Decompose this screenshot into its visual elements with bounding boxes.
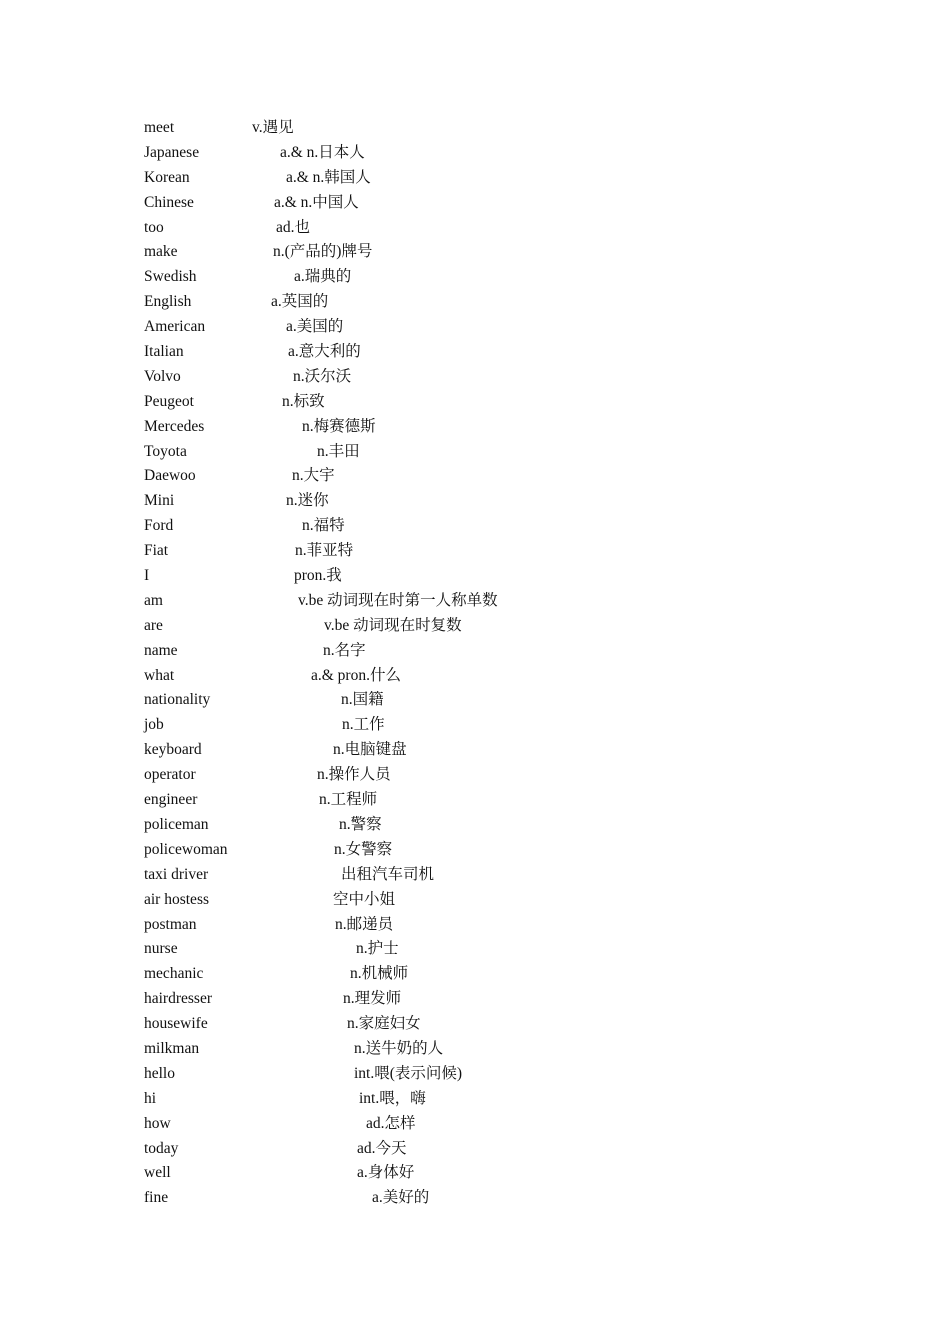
vocab-definition: n.送牛奶的人 xyxy=(354,1039,444,1057)
vocab-word: Ford xyxy=(144,517,174,535)
vocab-word: American xyxy=(144,318,206,336)
vocab-definition: v.遇见 xyxy=(252,119,294,136)
vocab-entry xyxy=(144,1186,844,1211)
vocab-entry xyxy=(144,1012,844,1037)
vocab-word: English xyxy=(144,293,192,311)
vocab-entry xyxy=(144,290,844,315)
vocab-entry xyxy=(144,340,844,365)
vocab-word: what xyxy=(144,666,175,684)
vocab-entry xyxy=(144,738,844,763)
vocab-definition: n.迷你 xyxy=(286,492,329,510)
vocab-definition: n.大宇 xyxy=(292,467,335,485)
vocab-entry xyxy=(144,913,844,938)
vocab-word: policewoman xyxy=(144,840,228,858)
vocab-entry xyxy=(144,614,844,639)
vocab-entry xyxy=(144,813,844,838)
vocab-entry xyxy=(144,788,844,813)
vocab-word: fine xyxy=(144,1189,169,1207)
vocab-entry xyxy=(144,838,844,863)
vocab-entry xyxy=(144,962,844,987)
vocab-definition: n.警察 xyxy=(339,815,382,833)
vocab-definition: n.丰田 xyxy=(317,442,360,460)
vocab-entry xyxy=(144,888,844,913)
vocab-definition: n.标致 xyxy=(282,392,325,410)
vocab-entry xyxy=(144,415,844,440)
vocab-word: Toyota xyxy=(144,442,187,460)
vocab-entry xyxy=(144,440,844,465)
vocab-definition: 出租汽车司机 xyxy=(341,865,435,883)
vocab-definition: int.喂(表示问候) xyxy=(354,1064,463,1082)
vocab-entry xyxy=(144,191,844,216)
vocab-definition: n.女警察 xyxy=(334,840,393,858)
vocab-entry xyxy=(144,589,844,614)
vocab-definition: n.工程师 xyxy=(319,791,378,809)
vocab-word: Daewoo xyxy=(144,467,196,485)
vocab-entry xyxy=(144,216,844,241)
vocab-definition: n.工作 xyxy=(342,716,385,734)
vocab-definition: a.英国的 xyxy=(271,293,329,311)
vocab-definition: n.机械师 xyxy=(350,965,409,983)
vocab-definition: a.瑞典的 xyxy=(294,268,352,286)
vocab-word: today xyxy=(144,1139,179,1157)
vocab-entry xyxy=(144,1037,844,1062)
vocab-definition: n.理发师 xyxy=(343,990,402,1008)
vocab-word: Chinese xyxy=(144,193,194,211)
vocab-entry xyxy=(144,863,844,888)
vocab-entry xyxy=(144,166,844,191)
vocab-entry xyxy=(144,639,844,664)
vocab-entry xyxy=(144,688,844,713)
vocab-word: housewife xyxy=(144,1015,208,1033)
vocab-word: Korean xyxy=(144,168,190,186)
vocab-word: Peugeot xyxy=(144,392,194,410)
vocab-definition: a.& n.日本人 xyxy=(280,143,365,161)
vocab-word: hairdresser xyxy=(144,990,212,1008)
vocab-word: well xyxy=(144,1164,171,1182)
vocab-definition: a.意大利的 xyxy=(288,343,361,361)
vocab-word: meet xyxy=(144,119,175,136)
vocab-word: am xyxy=(144,591,163,609)
vocab-word: keyboard xyxy=(144,741,202,759)
vocab-word: Volvo xyxy=(144,367,181,385)
vocab-definition: n.名字 xyxy=(323,641,366,659)
vocab-word: air hostess xyxy=(144,890,210,908)
vocab-entry xyxy=(144,390,844,415)
vocab-word: Japanese xyxy=(144,143,200,161)
vocab-word: are xyxy=(144,616,163,634)
vocab-entry xyxy=(144,937,844,962)
vocab-word: Mercedes xyxy=(144,417,205,435)
vocab-word: name xyxy=(144,641,178,659)
vocab-definition: n.(产品的)牌号 xyxy=(273,243,373,261)
vocab-definition: n.菲亚特 xyxy=(295,542,354,560)
vocab-definition: n.操作人员 xyxy=(317,766,391,784)
vocab-entry xyxy=(144,116,844,141)
vocab-word: hello xyxy=(144,1064,175,1082)
vocab-word: job xyxy=(144,716,164,734)
vocab-definition: ad.今天 xyxy=(357,1139,407,1157)
vocab-definition: pron.我 xyxy=(294,567,342,585)
vocab-word: how xyxy=(144,1114,171,1132)
vocab-definition: a.美好的 xyxy=(372,1189,430,1207)
vocab-entry xyxy=(144,763,844,788)
vocab-word: Italian xyxy=(144,343,184,361)
vocab-definition: v.be 动词现在时复数 xyxy=(324,616,462,634)
vocab-word: postman xyxy=(144,915,197,933)
vocab-entry xyxy=(144,539,844,564)
vocab-word: I xyxy=(144,567,150,585)
vocab-definition: n.邮递员 xyxy=(335,915,394,933)
vocab-entry xyxy=(144,1112,844,1137)
vocab-entry xyxy=(144,141,844,166)
vocab-word: taxi driver xyxy=(144,865,209,883)
vocab-definition: a.身体好 xyxy=(357,1164,415,1182)
vocab-definition: n.沃尔沃 xyxy=(293,367,352,385)
vocab-definition: n.电脑键盘 xyxy=(333,741,407,759)
vocab-word: mechanic xyxy=(144,965,204,983)
vocab-word: make xyxy=(144,243,178,261)
vocab-definition: a.美国的 xyxy=(286,318,344,336)
vocab-word: Mini xyxy=(144,492,175,510)
vocab-entry xyxy=(144,489,844,514)
vocab-entry xyxy=(144,664,844,689)
vocab-definition: a.& n.韩国人 xyxy=(286,168,371,186)
vocabulary-list xyxy=(144,116,844,1211)
vocab-entry xyxy=(144,1087,844,1112)
vocab-entry xyxy=(144,240,844,265)
vocab-word: milkman xyxy=(144,1039,200,1057)
vocab-definition: ad.怎样 xyxy=(366,1114,416,1132)
vocab-entry xyxy=(144,265,844,290)
vocab-word: nurse xyxy=(144,940,178,958)
vocab-word: nationality xyxy=(144,691,211,709)
vocab-word: operator xyxy=(144,766,196,784)
vocab-entry xyxy=(144,564,844,589)
vocab-entry xyxy=(144,1062,844,1087)
vocab-entry xyxy=(144,365,844,390)
vocab-definition: a.& n.中国人 xyxy=(274,193,359,211)
vocab-entry xyxy=(144,464,844,489)
vocab-definition: v.be 动词现在时第一人称单数 xyxy=(298,591,498,609)
vocab-entry xyxy=(144,1161,844,1186)
vocab-definition: n.家庭妇女 xyxy=(347,1015,421,1033)
vocab-word: policeman xyxy=(144,815,209,833)
vocab-definition: ad.也 xyxy=(276,218,311,236)
vocab-definition: n.梅赛德斯 xyxy=(302,417,376,435)
vocab-entry xyxy=(144,315,844,340)
vocab-definition: int.喂，嗨 xyxy=(359,1089,426,1107)
vocab-word: engineer xyxy=(144,791,198,809)
vocab-definition: n.福特 xyxy=(302,517,345,535)
vocab-definition: n.国籍 xyxy=(341,691,384,709)
vocab-word: too xyxy=(144,218,164,236)
vocab-entry xyxy=(144,713,844,738)
vocab-word: Swedish xyxy=(144,268,197,286)
vocab-definition: a.& pron.什么 xyxy=(311,666,401,684)
vocab-entry xyxy=(144,514,844,539)
vocab-entry xyxy=(144,1137,844,1162)
vocab-definition: n.护士 xyxy=(356,940,399,958)
vocab-word: hi xyxy=(144,1089,157,1107)
vocab-definition: 空中小姐 xyxy=(333,890,396,908)
vocab-entry xyxy=(144,987,844,1012)
vocab-word: Fiat xyxy=(144,542,169,560)
